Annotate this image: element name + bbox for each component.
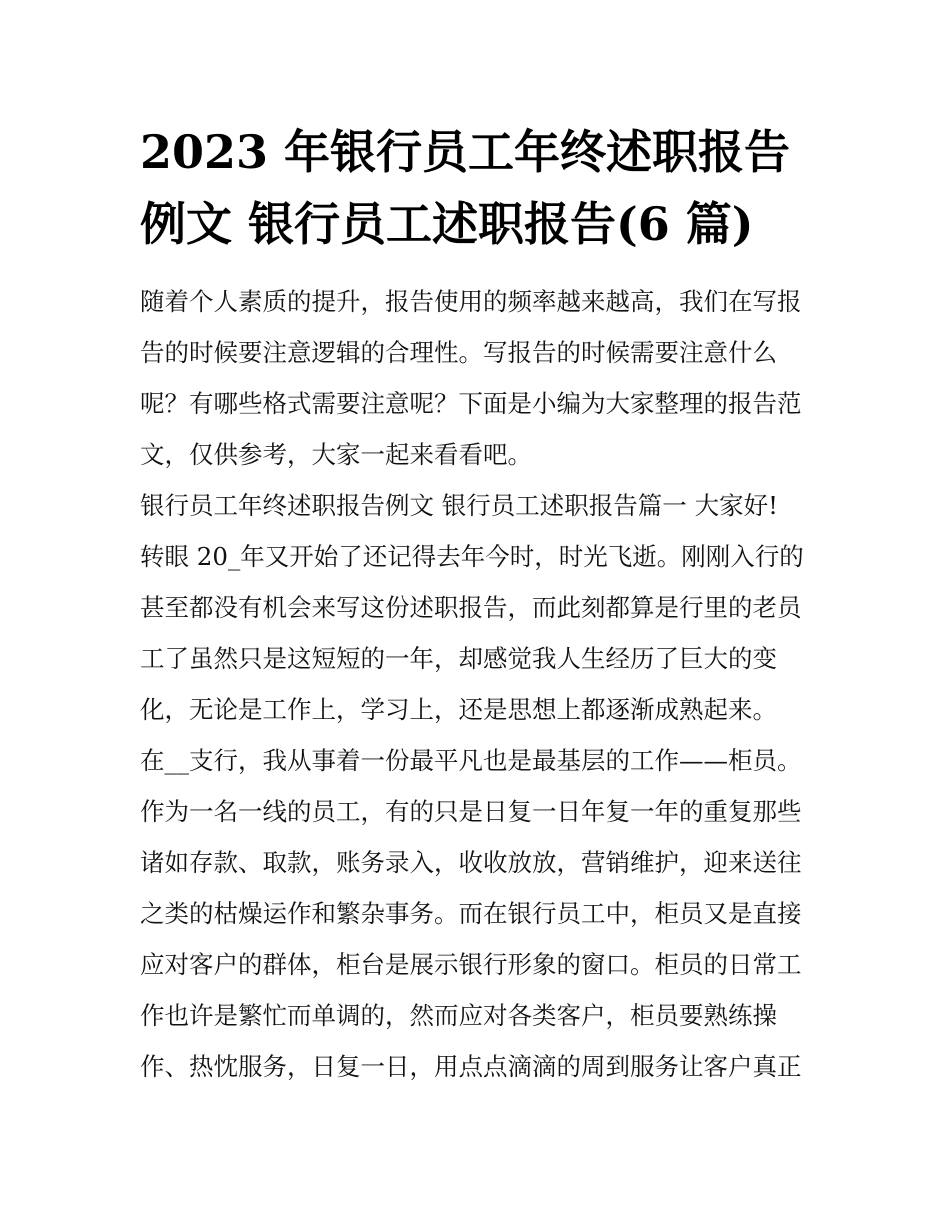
document-title xyxy=(140,116,840,260)
title-line: 例文 银行员工述职报告(6 篇) xyxy=(140,197,754,251)
document-body xyxy=(140,276,820,1092)
body-line: 之类的枯燥运作和繁杂事务。而在银行员工中，柜员又是直接 xyxy=(140,899,802,928)
body-line: 甚至都没有机会来写这份述职报告，而此刻都算是行里的老员 xyxy=(140,593,802,622)
body-line: 化，无论是工作上，学习上，还是思想上都逐渐成熟起来。 xyxy=(140,695,777,724)
body-line: 银行员工年终述职报告例文 银行员工述职报告篇一 大家好! xyxy=(140,491,778,520)
body-line: 告的时候要注意逻辑的合理性。写报告的时候需要注意什么 xyxy=(140,338,777,367)
body-line: 文，仅供参考，大家一起来看看吧。 xyxy=(140,440,532,469)
body-line: 工了虽然只是这短短的一年，却感觉我人生经历了巨大的变 xyxy=(140,644,777,673)
title-line: 2023 年银行员工年终述职报告 xyxy=(140,125,791,179)
body-line: 作也许是繁忙而单调的，然而应对各类客户，柜员要熟练操 xyxy=(140,1001,777,1030)
body-line: 在__支行，我从事着一份最平凡也是最基层的工作——柜员。 xyxy=(140,746,802,775)
body-line: 呢？有哪些格式需要注意呢？下面是小编为大家整理的报告范 xyxy=(140,389,802,418)
body-line: 随着个人素质的提升，报告使用的频率越来越高，我们在写报 xyxy=(140,287,802,316)
body-line: 应对客户的群体，柜台是展示银行形象的窗口。柜员的日常工 xyxy=(140,950,802,979)
body-line: 转眼 20_年又开始了还记得去年今时，时光飞逝。刚刚入行的 xyxy=(140,542,804,571)
body-line: 作为一名一线的员工，有的只是日复一日年复一年的重复那些 xyxy=(140,797,802,826)
body-line: 诸如存款、取款，账务录入，收收放放，营销维护，迎来送往 xyxy=(140,848,802,877)
body-line: 作、热忱服务，日复一日，用点点滴滴的周到服务让客户真正 xyxy=(140,1052,802,1081)
